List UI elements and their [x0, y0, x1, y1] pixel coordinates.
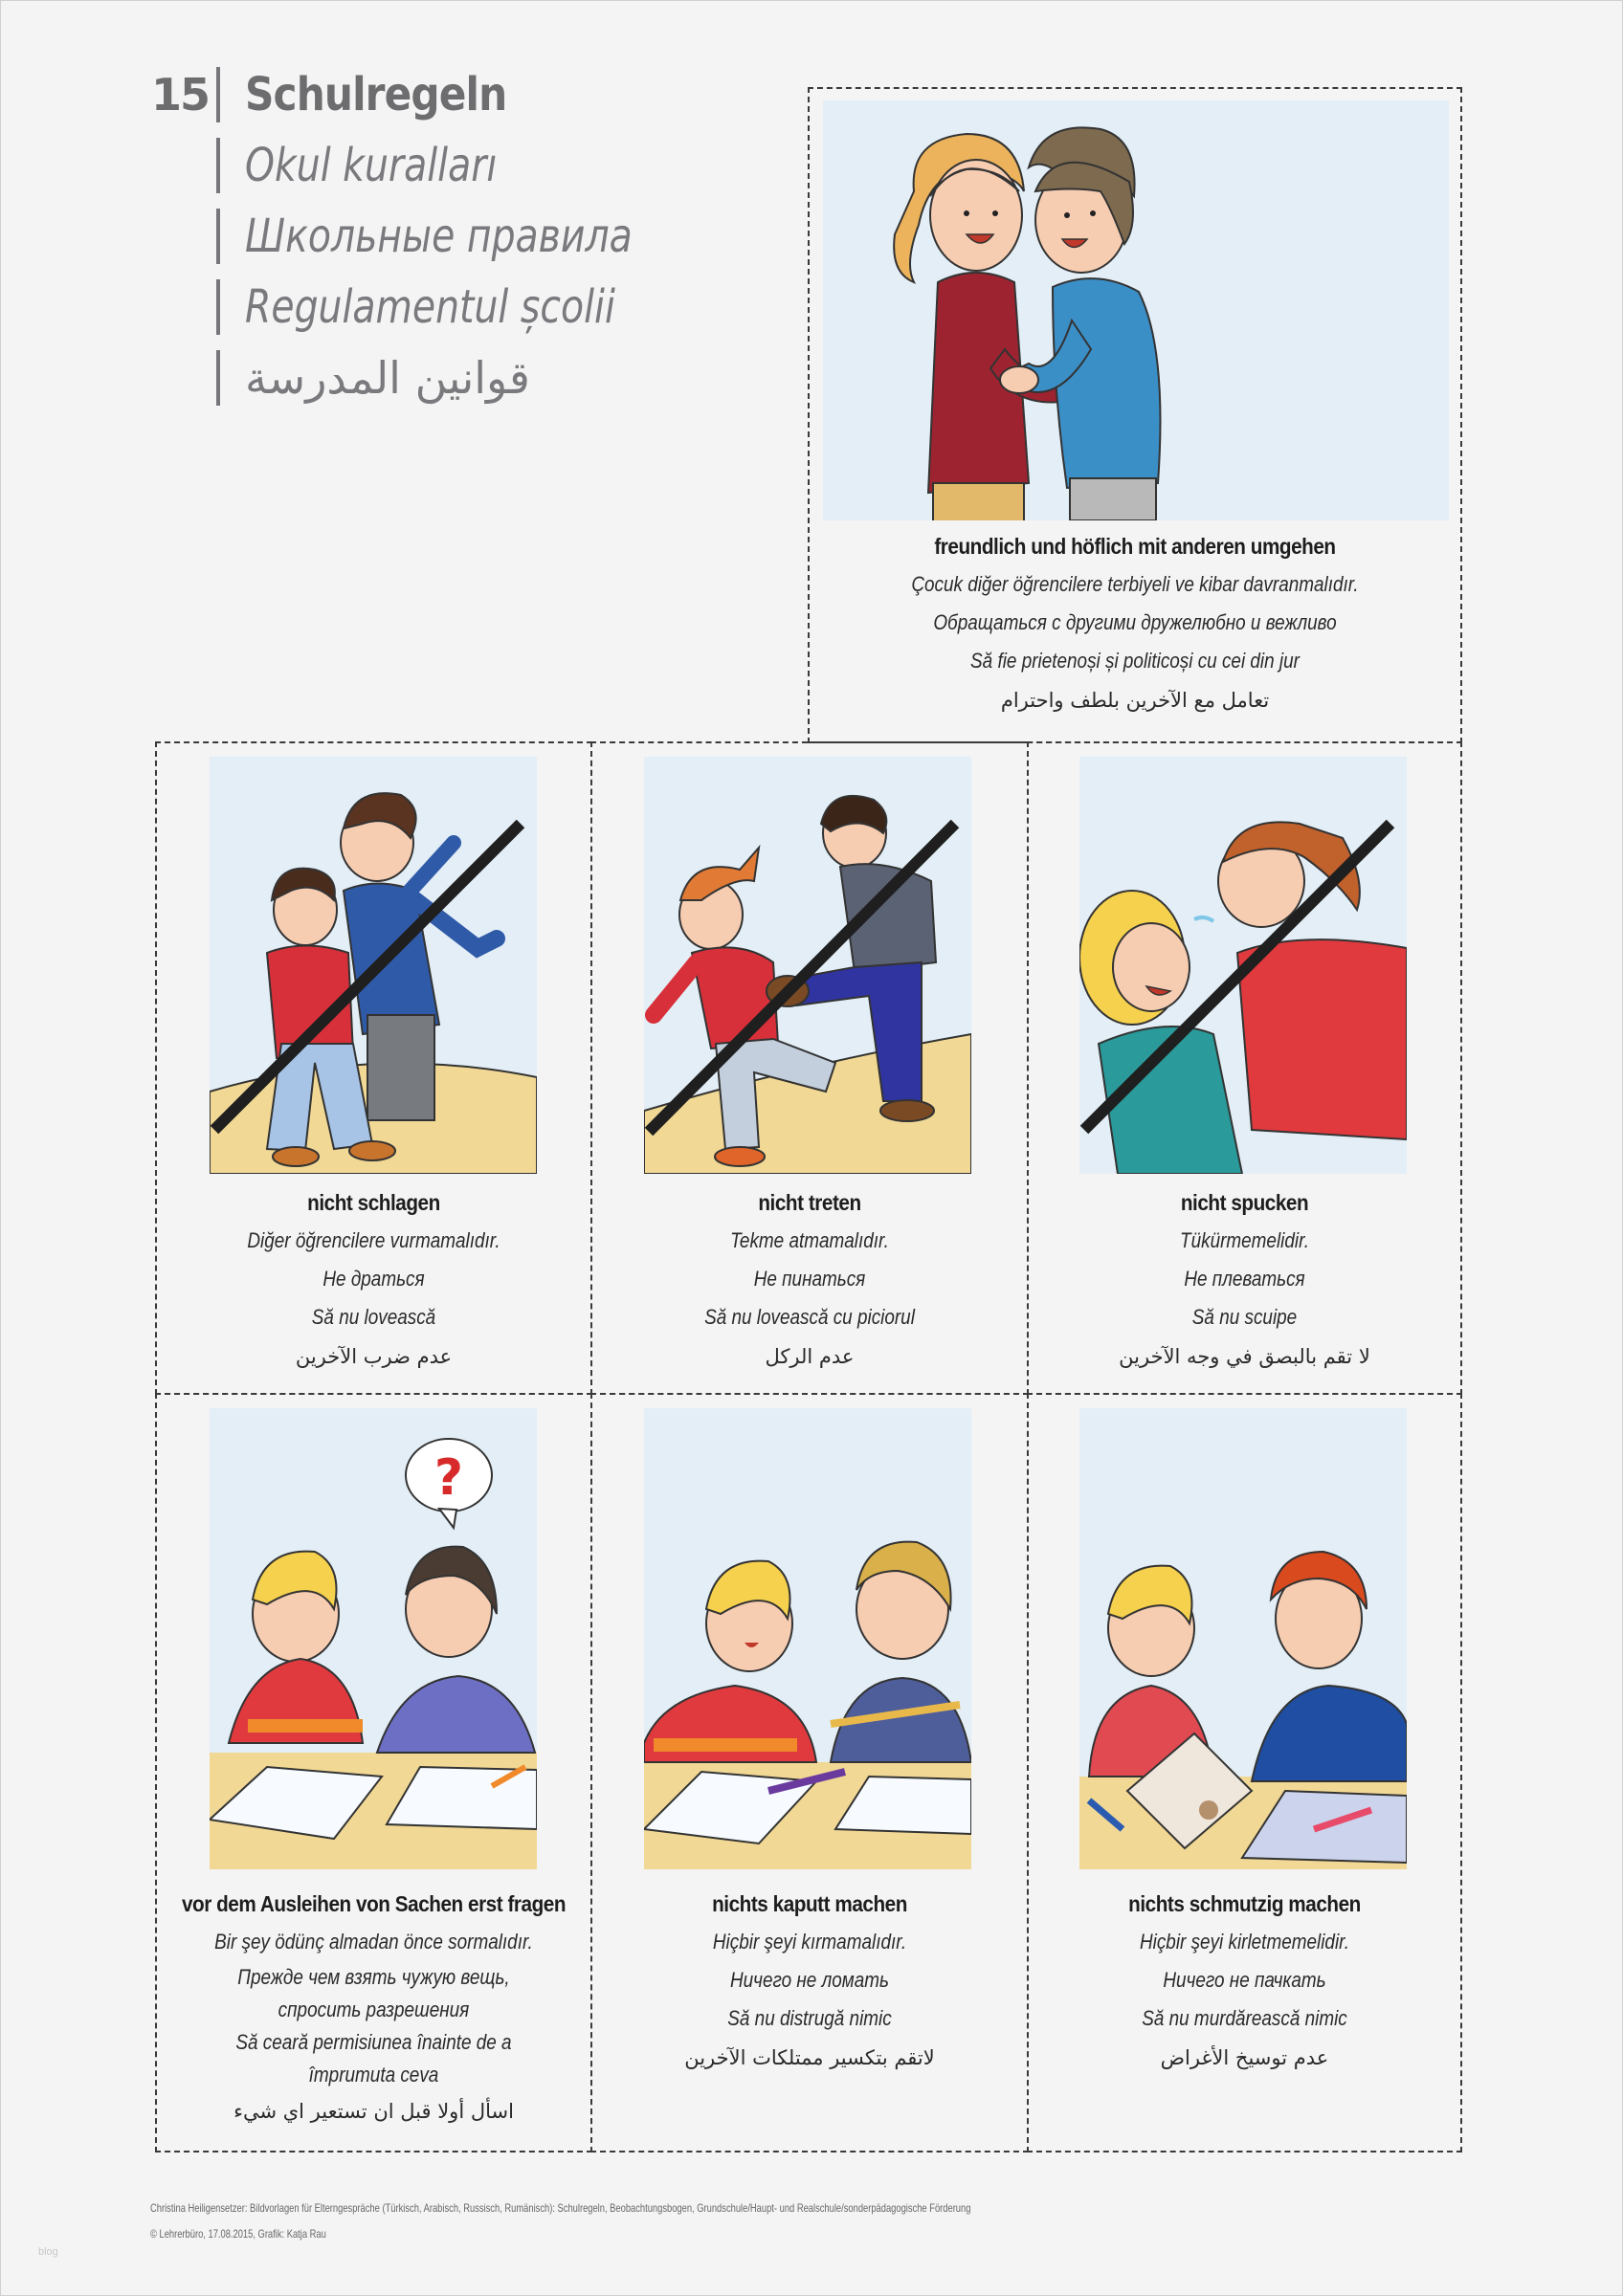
page-title: Schulregeln [245, 68, 507, 121]
rule-text [157, 1885, 590, 2131]
rule-label-russian: Прежде чем взять чужую вещь, спросить разрешения [237, 1965, 510, 2021]
heading-row-ru [151, 201, 718, 272]
rule-label-german: nicht treten [758, 1190, 861, 1215]
footer-credits [150, 2196, 970, 2247]
illustration-hitting [210, 757, 537, 1174]
divider-bar [216, 279, 220, 335]
rule-label-arabic: لا تقم بالبصق في وجه الآخرين [1119, 1345, 1370, 1368]
rule-label-russian: Обращаться с другими дружелюбно и вежливо [933, 610, 1337, 634]
heading-row-tr [151, 130, 718, 201]
rule-label-turkish: Tekme atmamalıdır. [730, 1228, 889, 1252]
rule-card-no-kicking [590, 741, 1029, 1395]
divider-bar [216, 209, 220, 264]
rule-label-arabic: تعامل مع الآخرين بلطف واحترام [1000, 689, 1270, 712]
divider-bar [216, 67, 220, 122]
rule-card-friendly [808, 87, 1462, 743]
rule-label-turkish: Diğer öğrencilere vurmamalıdır. [247, 1228, 500, 1252]
illustration-question [210, 1408, 537, 1869]
rule-label-romanian: Să ceară permisiunea înainte de a împrumuta ceva [235, 2030, 512, 2086]
watermark: blog [38, 2246, 58, 2258]
rule-label-russian: Не пинаться [753, 1267, 866, 1291]
rule-label-turkish: Bir şey ödünç almadan önce sormalıdır. [214, 1930, 533, 1954]
rule-label-german: nichts schmutzig machen [1128, 1891, 1361, 1916]
rule-label-turkish: Çocuk diğer öğrencilere terbiyeli ve kibar davranmalıdır. [911, 572, 1359, 596]
illustration-spitting [1079, 757, 1407, 1174]
rule-label-german: vor dem Ausleihen von Sachen erst fragen [181, 1891, 567, 1916]
rule-label-romanian: Să nu murdărească nimic [1142, 2006, 1347, 2030]
rule-text [1029, 1885, 1460, 2078]
rule-label-turkish: Hiçbir şeyi kırmamalıdır. [712, 1930, 907, 1954]
title-romanian: Regulamentul școlii [245, 280, 615, 334]
rule-card-no-breaking [590, 1393, 1029, 2152]
rule-card-no-hitting [155, 741, 592, 1395]
rule-label-arabic: عدم توسيخ الأغراض [1160, 2046, 1329, 2069]
rule-label-russian: Не драться [322, 1267, 425, 1291]
rule-label-romanian: Să nu distrugă nimic [727, 2006, 892, 2030]
divider-bar [216, 138, 220, 193]
rule-text [592, 1885, 1027, 2078]
title-russian: Школьные правила [245, 210, 633, 263]
rule-label-romanian: Să fie prietenoși și politicoși cu cei din jur [970, 649, 1300, 673]
rule-label-romanian: Să nu lovească [311, 1305, 436, 1329]
rule-label-arabic: لاتقم بتكسير ممتلكات الآخرين [684, 2046, 935, 2069]
rule-card-no-dirtying [1027, 1393, 1462, 2152]
rule-label-german: freundlich und höflich mit anderen umgehen [934, 534, 1336, 559]
rule-label-arabic: عدم ضرب الآخرين [295, 1345, 453, 1368]
rule-label-russian: Ничего не ломать [729, 1968, 889, 1992]
rule-text [1029, 1183, 1460, 1377]
rule-label-arabic: عدم الركل [765, 1345, 855, 1368]
heading-row-ar [151, 342, 718, 413]
title-turkish: Okul kuralları [245, 139, 498, 192]
illustration-dirty-notebook [1079, 1408, 1407, 1869]
rule-label-german: nicht spucken [1180, 1190, 1309, 1215]
rule-label-turkish: Hiçbir şeyi kirletmemelidir. [1139, 1930, 1350, 1954]
svg-text:?: ? [434, 1449, 464, 1507]
illustration-kicking [644, 757, 971, 1174]
rule-text [157, 1183, 590, 1377]
rule-label-arabic: اسأل أولا قبل ان تستعير اي شيء [233, 2100, 514, 2123]
rule-label-german: nicht schlagen [307, 1190, 440, 1215]
heading-row-de [151, 59, 718, 130]
rule-label-romanian: Să nu lovească cu piciorul [704, 1305, 915, 1329]
illustration-breaking-pencil [644, 1408, 971, 1869]
title-arabic: قوانين المدرسة [245, 352, 530, 404]
illustration-handshake [823, 100, 1449, 520]
heading-row-ro [151, 272, 718, 342]
section-number: 15 [151, 69, 210, 121]
footer-source: Christina Heiligensetzer: Bildvorlagen für Elterngespräche (Türkisch, Arabisch, Russisch, Rumänisch): Schulregeln, Beobachtungsbogen, Grundschule/Haupt- und Realschule/sonderpädagogische Förderung [150, 2201, 971, 2215]
divider-bar [216, 350, 220, 406]
rule-text [592, 1183, 1027, 1377]
footer-copyright: © Lehrerbüro, 17.08.2015, Grafik: Katja Rau [150, 2227, 326, 2241]
rule-label-turkish: Tükürmemelidir. [1180, 1228, 1309, 1252]
rule-card-no-spitting [1027, 741, 1462, 1395]
rule-label-romanian: Să nu scuipe [1191, 1305, 1298, 1329]
rule-card-ask-before-borrowing [155, 1393, 592, 2152]
rule-label-russian: Ничего не пачкать [1163, 1968, 1326, 1992]
rule-label-german: nichts kaputt machen [712, 1891, 907, 1916]
rule-text [810, 527, 1460, 720]
page-heading [151, 59, 718, 413]
rule-label-russian: Не плеваться [1184, 1267, 1305, 1291]
